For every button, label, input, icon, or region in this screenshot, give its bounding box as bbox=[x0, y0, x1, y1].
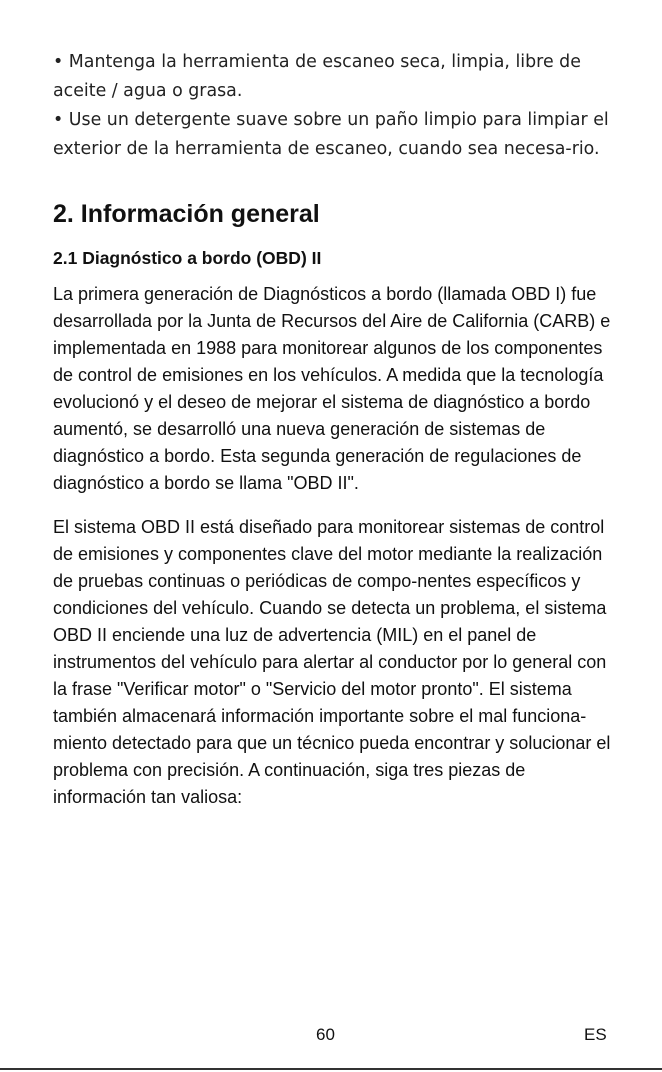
care-item-dry-clean: • Mantenga la herramienta de escaneo seca, limpia, libre de aceite / agua o grasa. bbox=[53, 52, 581, 101]
care-item-detergent: • Use un detergente suave sobre un paño limpio para limpiar el exterior de la herramienta de escaneo, cuando sea necesa-rio. bbox=[53, 110, 609, 159]
manual-page bbox=[53, 48, 613, 811]
page-number: 60 bbox=[316, 1025, 335, 1044]
subsection-title: 2.1 Diagnóstico a bordo (OBD) II bbox=[53, 248, 322, 268]
section-title: 2. Información general bbox=[53, 200, 320, 228]
bottom-divider bbox=[0, 1068, 662, 1070]
paragraph-obd-system: El sistema OBD II está diseñado para monitorear sistemas de control de emisiones y componentes clave del motor mediante la realización de pruebas continuas o periódicas de compo-nentes específicos y condiciones del vehículo. Cuando se detecta un problema, el sistema OBD II enciende una luz de advertencia (MIL) en el panel de instrumentos del vehículo para alertar al conductor por lo general con la frase "Verificar motor" o "Servicio del motor pronto". El sistema también almacenará información importante sobre el mal funciona-miento detectado para que un técnico pueda encontrar y solucionar el problema con precisión. A continuación, siga tres piezas de información tan valiosa: bbox=[53, 517, 611, 807]
paragraph-obd-history: La primera generación de Diagnósticos a bordo (llamada OBD I) fue desarrollada por la Junta de Recursos del Aire de California (CARB) e implementada en 1988 para monitorear algunos de los componentes de control de emisiones en los vehículos. A medida que la tecnología evolucionó y el deseo de mejorar el sistema de diagnóstico a bordo aumentó, se desarrolló una nueva generación de sistemas de diagnóstico a bordo. Esta segunda generación de regulaciones de diagnóstico a bordo se llama "OBD II". bbox=[53, 284, 611, 493]
page-footer bbox=[0, 1025, 662, 1049]
language-code: ES bbox=[584, 1025, 607, 1044]
care-instructions bbox=[53, 48, 613, 164]
